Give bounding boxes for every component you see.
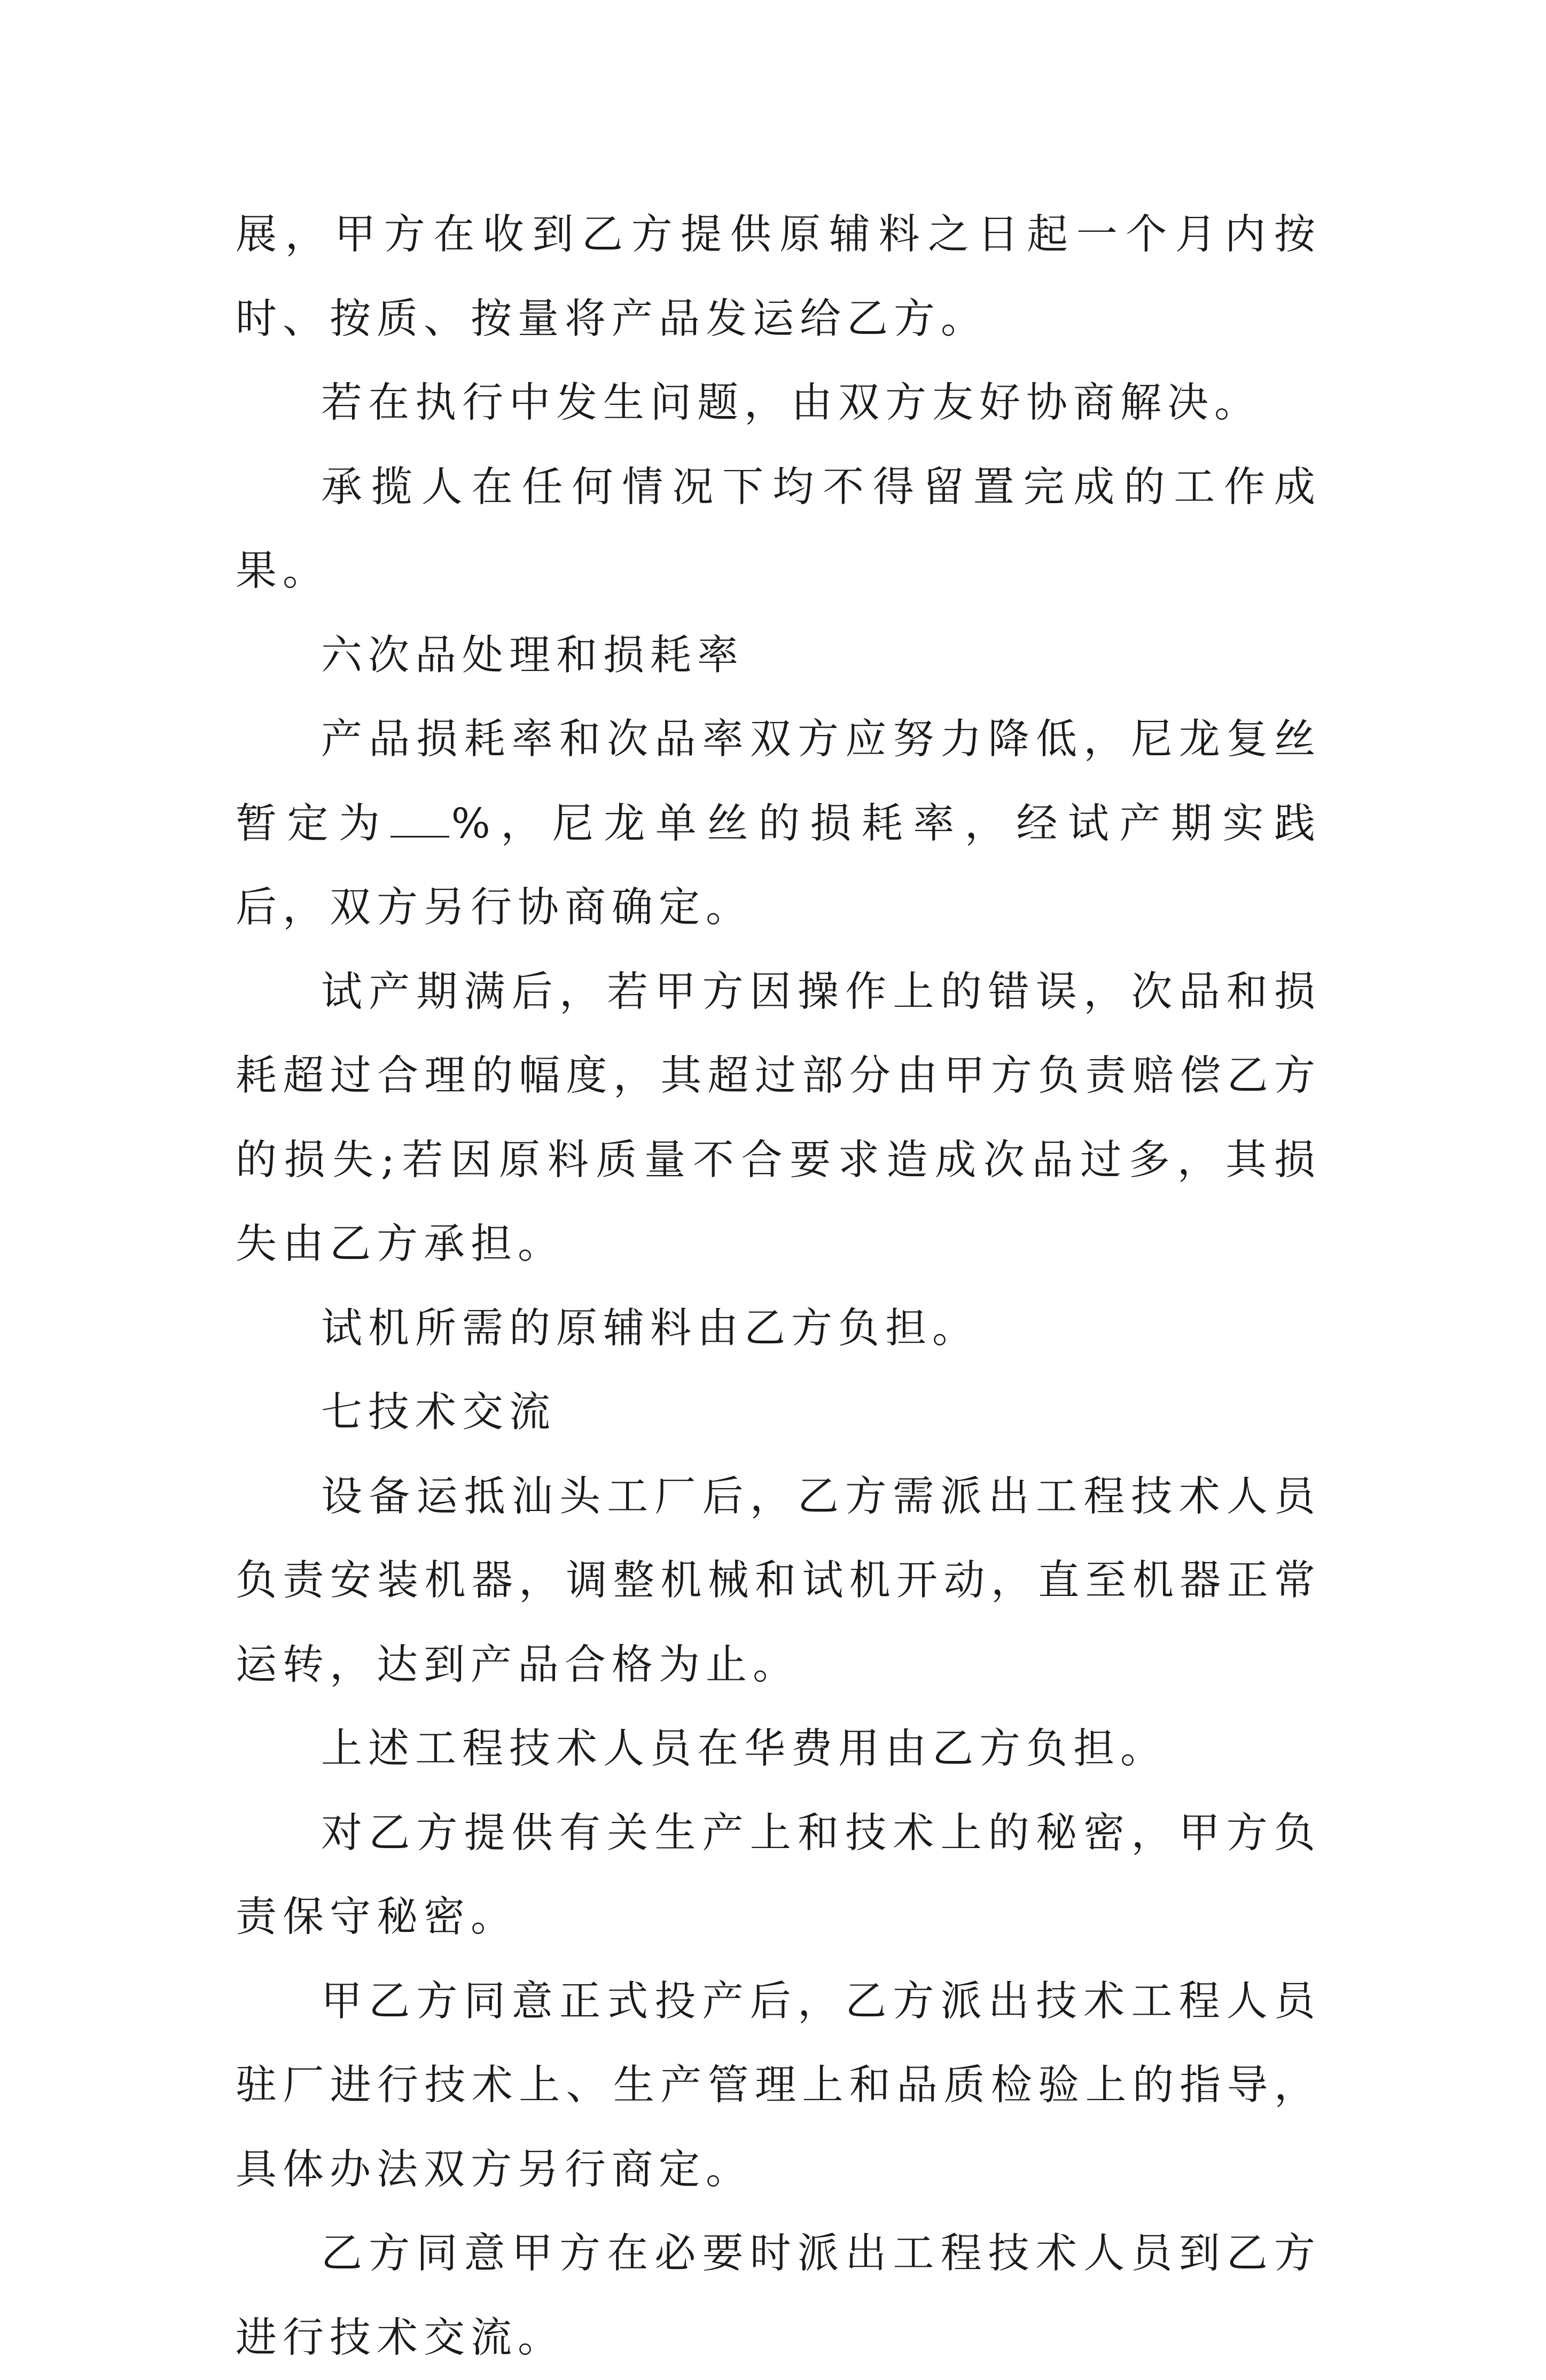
paragraph-dispute xyxy=(236,361,1321,445)
paragraph-trial-period xyxy=(236,950,1321,1287)
paragraph-confidentiality xyxy=(236,1791,1321,1960)
paragraph-text: 试产期满后，若甲方因操作上的错误，次品和损耗超过合理的幅度，其超过部分由甲方负责赔偿乙方的损失;若因原料质量不合要求造成次品过多，其损失由乙方承担。 xyxy=(236,968,1321,1268)
paragraph-delivery xyxy=(236,193,1321,361)
fill-in-blank xyxy=(391,804,449,837)
paragraph-text: 承揽人在任何情况下均不得留置完成的工作成果。 xyxy=(236,463,1321,595)
paragraph-text: 对乙方提供有关生产上和技术上的秘密，甲方负责保守秘密。 xyxy=(236,1809,1321,1941)
paragraph-text: 乙方同意甲方在必要时派出工程技术人员到乙方进行技术交流。 xyxy=(236,2230,1321,2362)
paragraph-text: 若在执行中发生问题，由双方友好协商解决。 xyxy=(321,379,1261,427)
paragraph-text: %，尼龙单丝的损耗率，经试产期实践后，双方另行协商确定。 xyxy=(236,800,1322,931)
section-heading-7 xyxy=(236,1371,1321,1455)
paragraph-text: 上述工程技术人员在华费用由乙方负担。 xyxy=(321,1725,1167,1773)
heading-text: 七技术交流 xyxy=(321,1389,556,1436)
paragraph-loss-rate xyxy=(236,698,1321,950)
paragraph-text: 展，甲方在收到乙方提供原辅料之日起一个月内按时、按质、按量将产品发运给乙方。 xyxy=(236,211,1321,343)
paragraph-guidance xyxy=(236,1960,1321,2212)
document-body xyxy=(236,193,1321,2380)
paragraph-installation xyxy=(236,1455,1321,1708)
paragraph-trial-materials xyxy=(236,1287,1321,1371)
section-heading-6 xyxy=(236,614,1321,698)
paragraph-expenses xyxy=(236,1707,1321,1791)
paragraph-exchange xyxy=(236,2212,1321,2380)
paragraph-text: 试机所需的原辅料由乙方负担。 xyxy=(321,1304,979,1352)
heading-text: 六次品处理和损耗率 xyxy=(321,631,744,679)
paragraph-text: 产品损耗率和次品率双方应努力降低，尼龙复丝暂定为 xyxy=(236,716,1321,848)
paragraph-lien xyxy=(236,445,1321,614)
paragraph-text: 甲乙方同意正式投产后，乙方派出技术工程人员驻厂进行技术上、生产管理上和品质检验上的指导，具体办法双方另行商定。 xyxy=(236,1977,1321,2194)
paragraph-text: 设备运抵汕头工厂后，乙方需派出工程技术人员负责安装机器，调整机械和试机开动，直至机器正常运转，达到产品合格为止。 xyxy=(236,1473,1321,1689)
